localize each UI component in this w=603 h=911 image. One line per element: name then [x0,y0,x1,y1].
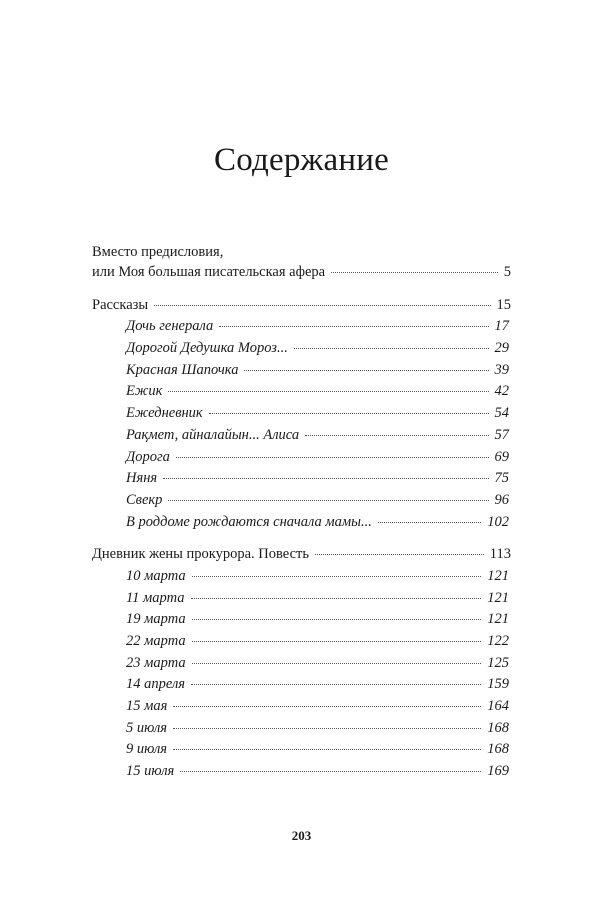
dot-leader [173,706,481,707]
dot-leader [378,522,481,523]
toc-entry [92,360,511,382]
page-title: Содержание [214,142,389,178]
toc-entry-page: 17 [494,318,509,335]
toc-entry-title: 11 марта [126,589,185,606]
toc-entry [92,653,511,675]
toc-entry [92,631,511,653]
toc-entry-page: 159 [487,676,509,693]
toc-entry [92,674,511,696]
preface-title-line1: Вместо предисловия, [92,244,224,260]
toc-entry [92,490,511,512]
toc-entry-title: Няня [126,470,158,487]
dot-leader [191,684,481,685]
toc-entry-page: 42 [494,383,509,400]
dot-leader [192,619,482,620]
toc-entry-page: 54 [494,405,509,422]
dot-leader [209,413,489,414]
toc-entry-page: 169 [487,763,509,780]
toc-entry-title: Свекр [126,491,163,508]
dot-leader [191,598,482,599]
dot-leader [315,554,484,555]
toc-entry [92,381,511,403]
toc-entry [92,588,511,610]
toc-entry-title: 5 июля [126,719,168,736]
toc-entry [92,696,511,718]
toc-entry-title: Дорогой Дедушка Мороз... [126,340,288,357]
toc-entry [92,566,511,588]
toc-entry [92,447,511,469]
toc-entry-page: 29 [494,340,509,357]
toc-section-novella [92,544,511,566]
toc-entry-page: 121 [487,611,509,628]
toc-entry [92,718,511,740]
toc-entry-title: 15 июля [126,763,175,780]
toc-entry-page: 39 [494,361,509,378]
toc-entry-title: 14 апреля [126,676,186,693]
dot-leader [305,435,488,436]
toc-entry-title: 10 марта [126,567,186,584]
toc-entry-title: Дочь генерала [126,318,214,335]
toc-entry-title: 15 мая [126,698,168,715]
toc-entry-page: 121 [487,567,509,584]
dot-leader [154,305,490,306]
dot-leader [192,576,482,577]
dot-leader [180,771,481,772]
toc-entry-title: 9 июля [126,741,168,758]
dot-leader [244,370,488,371]
toc-entry [92,739,511,761]
toc-entry-page: 122 [487,633,509,649]
toc-entry [92,316,511,338]
toc-entry [92,468,511,490]
dot-leader [163,478,488,479]
toc-entry-title: Рақмет, айналайын... Алиса [126,426,300,443]
dot-leader [219,326,488,327]
toc-entry-title: Ежедневник [126,405,203,422]
toc-entry-title: или Моя большая писательская афера [92,264,326,280]
toc-entry-preface [92,262,511,284]
toc-entry [92,512,511,534]
toc-section-page: 15 [496,296,511,313]
dot-leader [192,663,482,664]
toc-entry-title: 23 марта [126,654,186,671]
toc-entry-title: 22 марта [126,633,186,649]
toc-entry-page: 164 [487,698,509,715]
toc-entry-title: В роддоме рождаются сначала мамы... [126,513,372,530]
toc-entry [92,338,511,360]
toc-section-title: Рассказы [92,296,149,313]
toc-entry-page: 102 [487,513,509,530]
dot-leader [331,272,498,273]
dot-leader [173,749,481,750]
toc-section-page: 113 [489,546,511,563]
toc-entry-title: Дорога [126,448,170,465]
dot-leader [176,457,489,458]
toc-section-stories [92,295,511,317]
page-number: 203 [291,828,312,843]
toc-entry-page: 121 [487,589,509,606]
toc-entry-page: 168 [487,741,509,758]
stories-list [92,316,511,533]
toc-entry-page: 125 [487,654,509,671]
dot-leader [173,728,481,729]
toc-entry-page: 75 [494,470,509,487]
toc-section-title: Дневник жены прокурора. Повесть [92,546,309,563]
toc-entry [92,609,511,631]
toc-entry-title: Ежик [126,383,163,400]
toc-entry-page: 69 [494,448,509,465]
toc-entry-page: 96 [494,491,509,508]
toc-entry [92,761,511,783]
toc-entry [92,425,511,447]
toc-entry-page: 5 [503,264,511,280]
toc-entry-page: 168 [487,719,509,736]
novella-list [92,566,511,783]
dot-leader [294,348,489,349]
toc-entry-page: 57 [494,426,509,443]
toc-entry-title: 19 марта [126,611,186,628]
dot-leader [168,391,488,392]
toc-entry-title: Красная Шапочка [126,361,239,378]
table-of-contents [92,242,511,783]
dot-leader [192,641,482,642]
toc-entry [92,403,511,425]
dot-leader [168,500,488,501]
